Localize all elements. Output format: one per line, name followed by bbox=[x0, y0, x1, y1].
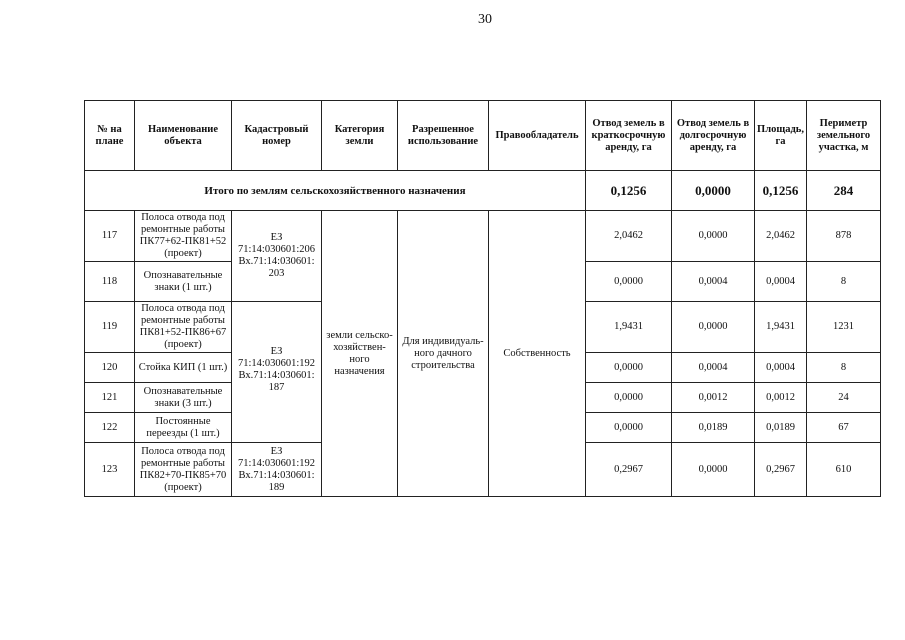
perimeter: 8 bbox=[807, 262, 881, 302]
object-name: Стойка КИП (1 шт.) bbox=[135, 353, 232, 383]
cadastral-number: ЕЗ 71:14:030601:192 Вх.71:14:030601: 189 bbox=[232, 443, 322, 497]
short-term-lease: 0,2967 bbox=[586, 443, 672, 497]
area: 0,0004 bbox=[755, 353, 807, 383]
row-number: 118 bbox=[85, 262, 135, 302]
row-number: 120 bbox=[85, 353, 135, 383]
short-term-lease: 1,9431 bbox=[586, 302, 672, 353]
header-short-term-lease: Отвод земель в краткосрочную аренду, га bbox=[586, 101, 672, 171]
long-term-lease: 0,0189 bbox=[672, 413, 755, 443]
total-long-term: 0,0000 bbox=[672, 171, 755, 211]
header-area: Площадь, га bbox=[755, 101, 807, 171]
long-term-lease: 0,0000 bbox=[672, 443, 755, 497]
area: 0,0189 bbox=[755, 413, 807, 443]
header-permitted-use: Разрешенное использование bbox=[398, 101, 489, 171]
area: 1,9431 bbox=[755, 302, 807, 353]
table-row bbox=[85, 211, 881, 262]
long-term-lease: 0,0012 bbox=[672, 383, 755, 413]
long-term-lease: 0,0004 bbox=[672, 262, 755, 302]
object-name: Опознавательные знаки (3 шт.) bbox=[135, 383, 232, 413]
perimeter: 8 bbox=[807, 353, 881, 383]
row-number: 121 bbox=[85, 383, 135, 413]
area: 0,0012 bbox=[755, 383, 807, 413]
area: 2,0462 bbox=[755, 211, 807, 262]
area: 0,2967 bbox=[755, 443, 807, 497]
object-name: Полоса отвода под ремонтные работы ПК82+70-ПК85+70 (проект) bbox=[135, 443, 232, 497]
header-row bbox=[85, 101, 881, 171]
long-term-lease: 0,0000 bbox=[672, 211, 755, 262]
row-number: 119 bbox=[85, 302, 135, 353]
cadastral-number: ЕЗ 71:14:030601:192 Вх.71:14:030601: 187 bbox=[232, 302, 322, 443]
object-name: Постоянные переезды (1 шт.) bbox=[135, 413, 232, 443]
perimeter: 610 bbox=[807, 443, 881, 497]
land-category: земли сельско-хозяйствен-ного назначения bbox=[322, 211, 398, 497]
owner: Собственность bbox=[489, 211, 586, 497]
cadastral-number: ЕЗ 71:14:030601:206 Вх.71:14:030601: 203 bbox=[232, 211, 322, 302]
header-cadastral-number: Кадастровый номер bbox=[232, 101, 322, 171]
header-owner: Правообладатель bbox=[489, 101, 586, 171]
perimeter: 67 bbox=[807, 413, 881, 443]
header-perimeter: Периметр земельного участка, м bbox=[807, 101, 881, 171]
long-term-lease: 0,0004 bbox=[672, 353, 755, 383]
object-name: Полоса отвода под ремонтные работы ПК81+52-ПК86+67 (проект) bbox=[135, 302, 232, 353]
short-term-lease: 0,0000 bbox=[586, 383, 672, 413]
permitted-use: Для индивидуаль-ного дачного строительства bbox=[398, 211, 489, 497]
perimeter: 1231 bbox=[807, 302, 881, 353]
header-long-term-lease: Отвод земель в долгосрочную аренду, га bbox=[672, 101, 755, 171]
object-name: Полоса отвода под ремонтные работы ПК77+62-ПК81+52 (проект) bbox=[135, 211, 232, 262]
header-land-category: Категория земли bbox=[322, 101, 398, 171]
object-name: Опознавательные знаки (1 шт.) bbox=[135, 262, 232, 302]
row-number: 122 bbox=[85, 413, 135, 443]
short-term-lease: 2,0462 bbox=[586, 211, 672, 262]
total-short-term: 0,1256 bbox=[586, 171, 672, 211]
header-plan-number: № на плане bbox=[85, 101, 135, 171]
short-term-lease: 0,0000 bbox=[586, 353, 672, 383]
total-area: 0,1256 bbox=[755, 171, 807, 211]
long-term-lease: 0,0000 bbox=[672, 302, 755, 353]
land-allocation-table bbox=[84, 100, 881, 497]
row-number: 117 bbox=[85, 211, 135, 262]
area: 0,0004 bbox=[755, 262, 807, 302]
total-label: Итого по землям сельскохозяйственного назначения bbox=[85, 171, 586, 211]
short-term-lease: 0,0000 bbox=[586, 413, 672, 443]
row-number: 123 bbox=[85, 443, 135, 497]
short-term-lease: 0,0000 bbox=[586, 262, 672, 302]
total-perimeter: 284 bbox=[807, 171, 881, 211]
perimeter: 878 bbox=[807, 211, 881, 262]
perimeter: 24 bbox=[807, 383, 881, 413]
total-row bbox=[85, 171, 881, 211]
header-object-name: Наименование объекта bbox=[135, 101, 232, 171]
page-number: 30 bbox=[478, 12, 492, 27]
